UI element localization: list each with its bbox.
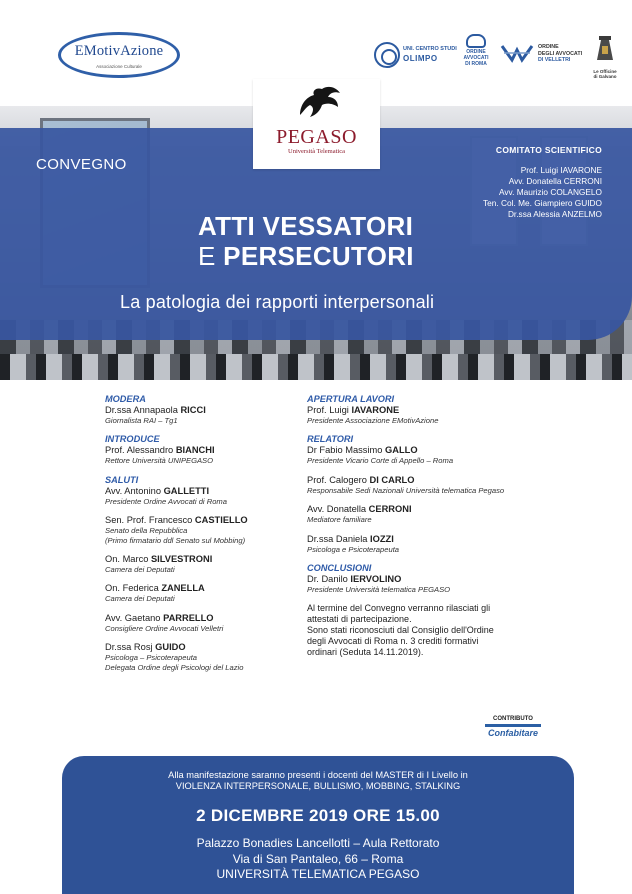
emotivazione-logo xyxy=(58,32,180,78)
speaker-name: Dr.ssa Daniela IOZZI xyxy=(307,533,394,544)
confabitare-logo: Confabitare xyxy=(485,724,541,746)
officina-line2: di Galvano xyxy=(593,74,617,80)
section-heading-modera: MODERA xyxy=(105,394,146,404)
comitato-member: Dr.ssa Alessia ANZELMO xyxy=(507,209,602,219)
speaker-role: Psicologa – Psicoterapeuta xyxy=(105,653,198,663)
comitato-heading: COMITATO SCIENTIFICO xyxy=(495,145,602,155)
velletri-line2: DEGLI AVVOCATI xyxy=(538,50,583,57)
credits-note-line: attestati di partecipazione. xyxy=(307,614,412,625)
olimpo-emblem-icon xyxy=(374,42,400,68)
olimpo-logo-line1: UNI. CENTRO STUDI xyxy=(403,46,457,52)
ordine-avvocati-roma-logo xyxy=(458,34,494,80)
speaker-name: Prof. Alessandro BIANCHI xyxy=(105,445,215,456)
master-note-line2: VIOLENZA INTERPERSONALE, BULLISMO, MOBBING, STALKING xyxy=(175,781,461,791)
speaker-role: Rettore Università UNIPEGASO xyxy=(105,456,214,466)
speaker-role: Senato della Repubblica xyxy=(105,526,188,536)
program-right-column xyxy=(307,394,547,658)
credits-note-line: Al termine del Convegno verranno rilasciati gli xyxy=(307,603,491,614)
speaker-role: Presidente Vicario Corte di Appello – Roma xyxy=(307,456,454,466)
comitato-member: Ten. Col. Me. Giampiero GUIDO xyxy=(483,198,602,208)
section-heading-relatori: RELATORI xyxy=(307,434,354,445)
venue-line3: UNIVERSITÀ TELEMATICA PEGASO xyxy=(216,867,420,881)
speaker-name: Avv. Antonino GALLETTI xyxy=(105,485,210,496)
pegaso-logo xyxy=(253,79,380,169)
pegaso-logo-name: PEGASO xyxy=(276,126,357,148)
officine-galvano-logo xyxy=(588,34,622,80)
pegaso-logo-subtitle: Università Telematica xyxy=(288,148,345,155)
speaker-role: Consigliere Ordine Avvocati Velletri xyxy=(105,623,224,633)
officina-emblem-icon xyxy=(594,34,616,64)
event-info-box xyxy=(62,756,574,894)
section-heading-apertura: APERTURA LAVORI xyxy=(307,394,395,404)
speaker-role: Camera dei Deputati xyxy=(105,594,175,604)
velletri-line1: ORDINE xyxy=(538,44,559,50)
speaker-role: Psicologa e Psicoterapeuta xyxy=(307,544,400,554)
speaker-name: Sen. Prof. Francesco CASTIELLO xyxy=(105,515,248,526)
section-heading-introduce: INTRODUCE xyxy=(105,434,160,445)
credits-note-line: ordinari (Seduta 14.11.2019). xyxy=(307,647,424,658)
speaker-name: Prof. Luigi IAVARONE xyxy=(307,405,400,415)
event-date-time: 2 DICEMBRE 2019 ORE 15.00 xyxy=(196,806,440,825)
credits-note-line: Sono stati riconosciuti dal Consiglio dell'Ordine xyxy=(307,625,494,636)
speaker-role: Camera dei Deputati xyxy=(105,565,175,575)
speaker-role: Presidente Associazione EMotivAzione xyxy=(307,416,439,425)
comitato-member: Avv. Maurizio COLANGELO xyxy=(499,187,602,197)
program-left-column xyxy=(105,394,305,672)
speaker-name: Dr.ssa Rosj GUIDO xyxy=(105,642,186,653)
olimpo-logo xyxy=(374,34,457,80)
event-title-prefix: E xyxy=(198,241,224,271)
ordine-roma-emblem-icon xyxy=(466,34,486,48)
ordine-roma-line1: ORDINE xyxy=(466,49,486,55)
venue-line1: Palazzo Bonadies Lancellotti – Aula Rettorato xyxy=(196,836,440,850)
photo-chair-row xyxy=(0,354,632,380)
event-title-bold: PERSECUTORI xyxy=(223,241,414,271)
speaker-name: Avv. Gaetano PARRELLO xyxy=(105,612,214,623)
comitato-scientifico xyxy=(483,145,602,220)
speaker-role: Mediatore familiare xyxy=(307,515,372,525)
ordine-roma-line2: AVVOCATI xyxy=(463,55,489,61)
velletri-logo-text xyxy=(538,44,582,64)
speaker-role: Presidente Università telematica PEGASO xyxy=(307,585,451,595)
speaker-name: Avv. Donatella CERRONI xyxy=(307,504,412,515)
venue-line2: Via di San Pantaleo, 66 – Roma xyxy=(232,851,404,866)
credits-note xyxy=(307,603,547,658)
speaker-name: On. Federica ZANELLA xyxy=(105,583,205,594)
master-note-line1: Alla manifestazione saranno presenti i docenti del MASTER di I Livello in xyxy=(168,770,468,780)
event-kicker: CONVEGNO xyxy=(36,156,127,173)
officina-line1: Le Officine xyxy=(593,69,617,74)
comitato-member: Prof. Luigi IAVARONE xyxy=(520,165,602,175)
ordine-roma-line3: DI ROMA xyxy=(465,61,487,67)
speaker-role: Giornalista RAI – Tg1 xyxy=(105,416,178,425)
ordine-avvocati-velletri-logo xyxy=(500,34,586,80)
speaker-role: Presidente Ordine Avvocati di Roma xyxy=(105,496,227,506)
section-heading-saluti: SALUTI xyxy=(105,474,139,485)
event-title-line2 xyxy=(198,241,414,272)
speaker-role: Responsabile Sedi Nazionali Università telematica Pegaso xyxy=(307,485,505,495)
event-subtitle: La patologia dei rapporti interpersonali xyxy=(120,292,435,312)
emotivazione-logo-name: EMotivAzione xyxy=(74,43,164,59)
olimpo-logo-line2: OLIMPO xyxy=(403,54,438,63)
speaker-name: On. Marco SILVESTRONI xyxy=(105,554,213,565)
speaker-name: Dr.ssa Annapaola RICCI xyxy=(105,405,206,415)
velletri-emblem-icon xyxy=(500,42,534,64)
emotivazione-logo-subtitle: Associazione Culturale xyxy=(96,64,142,69)
section-heading-conclusioni: CONCLUSIONI xyxy=(307,563,372,574)
speaker-name: Dr. Danilo IERVOLINO xyxy=(307,574,402,585)
speaker-name: Dr Fabio Massimo GALLO xyxy=(307,445,418,456)
contributo-sponsor xyxy=(485,716,541,746)
comitato-member: Avv. Donatella CERRONI xyxy=(508,176,602,186)
speaker-role: Delegata Ordine degli Psicologi del Lazio xyxy=(105,662,244,672)
contributo-label: CONTRIBUTO xyxy=(493,716,533,722)
speaker-role: (Primo firmatario ddl Senato sul Mobbing) xyxy=(105,535,246,545)
credits-note-line: degli Avvocati di Roma n. 3 crediti formativi xyxy=(307,636,479,647)
event-title-line1: ATTI VESSATORI xyxy=(198,211,414,241)
speaker-name: Prof. Calogero DI CARLO xyxy=(307,474,415,485)
velletri-line3: DI VELLETRI xyxy=(538,57,571,64)
pegasus-horse-icon xyxy=(290,85,344,121)
